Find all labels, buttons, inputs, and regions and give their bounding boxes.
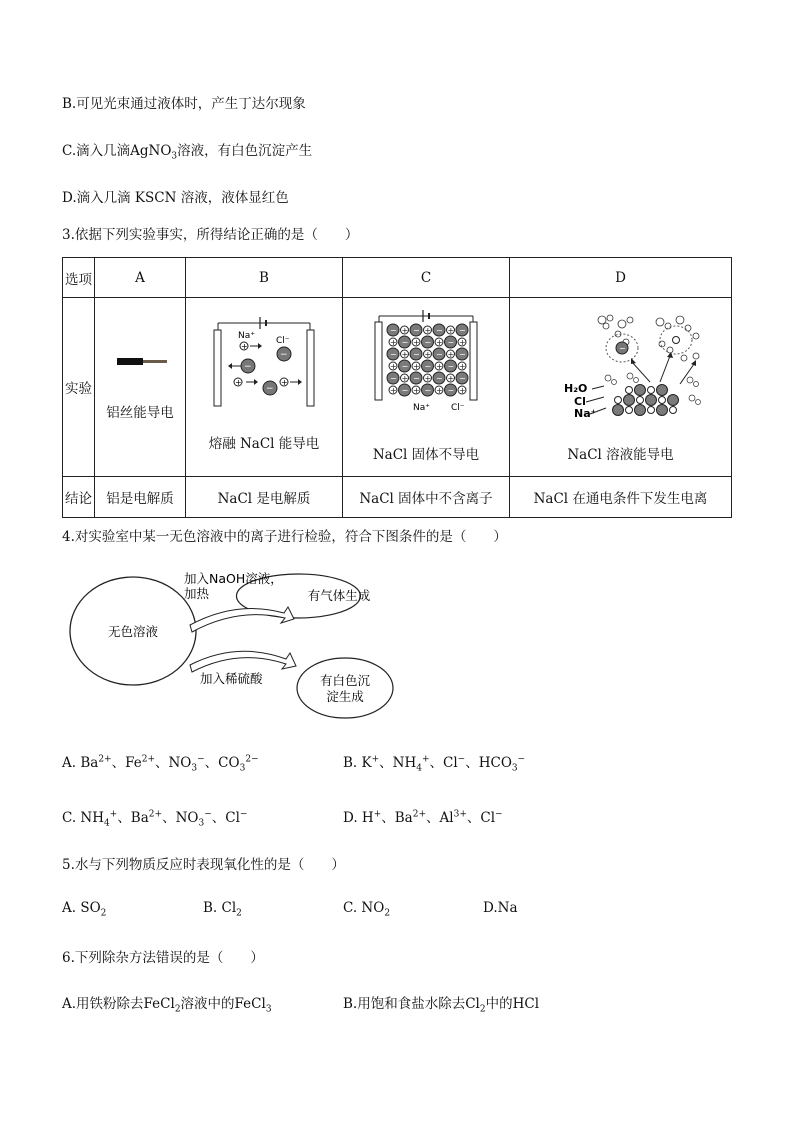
minus-sign-icon: −: [390, 350, 397, 359]
plus-sign-icon: +: [390, 386, 397, 395]
flow-top-result: 有气体生成: [307, 588, 371, 603]
minus-sign-icon: −: [424, 338, 432, 347]
q2-option-c: C.滴入几滴AgNO$_3$溶液，有白色沉淀产生: [62, 143, 313, 162]
q3-cell-a: [95, 298, 186, 477]
minus-sign-icon: −: [436, 350, 443, 359]
minus-sign-icon: −: [436, 326, 443, 335]
sodium-ion: [648, 407, 655, 414]
q3-conclusion-row: [63, 477, 732, 518]
minus-sign-icon: −: [459, 326, 466, 335]
minus-sign-icon: −: [436, 374, 443, 383]
minus-sign-icon: −: [413, 326, 420, 335]
q3-head-a: A: [95, 258, 186, 298]
svg-text:−: −: [244, 362, 252, 372]
plus-sign-icon: +: [424, 374, 432, 383]
plus-sign-icon: +: [459, 362, 466, 371]
q5-option-d: D.Na: [483, 900, 518, 916]
plus-sign-icon: +: [424, 326, 432, 335]
minus-sign-icon: −: [459, 350, 466, 359]
minus-sign-icon: −: [413, 374, 420, 383]
sodium-ion: [615, 397, 622, 404]
flow-bottom-arrow-label: 加入稀硫酸: [200, 671, 263, 686]
minus-sign-icon: −: [401, 338, 409, 347]
q6-stem: 6.下列除杂方法错误的是（ ）: [62, 950, 264, 966]
minus-sign-icon: −: [447, 338, 455, 347]
plus-sign-icon: +: [447, 350, 455, 359]
plus-sign-icon: +: [459, 338, 466, 347]
q5-option-c: C. $NO_2$: [343, 900, 391, 919]
plus-sign-icon: +: [447, 326, 455, 335]
sodium-ion: [670, 407, 677, 414]
q3-cell-d: [510, 298, 732, 477]
plus-sign-icon: +: [459, 386, 466, 395]
q5-option-b: B. $Cl_2$: [203, 900, 242, 919]
q3-head-c: C: [343, 258, 510, 298]
q3-header-row: [63, 258, 732, 298]
chloride-ion: [613, 405, 624, 416]
b-cl-label: Cl⁻: [276, 336, 290, 346]
svg-text:+: +: [241, 342, 248, 351]
plus-sign-icon: +: [401, 350, 409, 359]
q3-table: [62, 257, 732, 518]
c-na-label: Na⁺: [413, 403, 430, 413]
q6-option-b: B.用饱和食盐水除去$Cl_2$中的HCl: [343, 996, 540, 1015]
chloride-ion: [635, 385, 646, 396]
sodium-ion: [648, 387, 655, 394]
flow-bottom-result-1: 有白色沉: [319, 673, 371, 688]
b-na-label: Na⁺: [238, 331, 255, 341]
minus-sign-icon: −: [401, 386, 409, 395]
q3-conclusion-b: NaCl 是电解质: [186, 477, 343, 518]
q5-stem: 5.水与下列物质反应时表现氧化性的是（ ）: [62, 857, 345, 873]
q3-head-d: D: [510, 258, 732, 298]
d-cl-label: Cl: [574, 395, 586, 408]
minus-sign-icon: −: [390, 374, 397, 383]
minus-sign-icon: −: [401, 362, 409, 371]
chloride-ion: [657, 405, 668, 416]
flow-top-arrow-label-2: 加热: [184, 586, 210, 601]
q2-option-d: D.滴入几滴 KSCN 溶液，液体显红色: [62, 190, 289, 206]
sodium-ion: [626, 407, 633, 414]
minus-sign-icon: −: [413, 350, 420, 359]
flow-start-label: 无色溶液: [107, 624, 159, 639]
minus-sign-icon: −: [424, 386, 432, 395]
minus-sign-icon: −: [390, 326, 397, 335]
q3-conclusion-c: NaCl 固体中不含离子: [343, 477, 510, 518]
chloride-ion: [646, 395, 657, 406]
q4-option-c: C. $NH_4^+$、$Ba^{2+}$、$NO_3^-$、Cl−: [62, 809, 248, 829]
q3-caption-b: 熔融 NaCl 能导电: [208, 436, 320, 452]
minus-sign-icon: −: [447, 362, 455, 371]
q3-conclusion-label: 结论: [63, 477, 95, 518]
q4-option-a: A. $Ba^{2+}$、$Fe^{2+}$、$NO_3^-$、$CO_3^{2-}$: [62, 754, 259, 774]
plus-sign-icon: +: [436, 362, 443, 371]
chloride-ion: [668, 395, 679, 406]
q3-caption-d: NaCl 溶液能导电: [567, 447, 674, 463]
svg-text:+: +: [281, 378, 288, 387]
q6-option-a: A.用铁粉除去FeCl$_2$溶液中的FeCl$_3$: [62, 996, 272, 1015]
q3-experiment-label: 实验: [63, 298, 95, 477]
minus-sign-icon: −: [459, 374, 466, 383]
q3-head-b: B: [186, 258, 343, 298]
q3-head-option: 选项: [63, 258, 95, 298]
plus-sign-icon: +: [447, 374, 455, 383]
minus-sign-icon: −: [447, 386, 455, 395]
chloride-ion: [635, 405, 646, 416]
d-h2o-label: H₂O: [564, 382, 588, 395]
q4-option-d: D. H+、$Ba^{2+}$、$Al^{3+}$、Cl−: [343, 809, 503, 826]
q3-conclusion-a: 铝是电解质: [95, 477, 186, 518]
q3-cell-b: [186, 298, 343, 477]
svg-text:−: −: [266, 384, 274, 394]
flow-top-arrow-label-1: 加入NaOH溶液，: [184, 571, 283, 586]
q3-caption-c: NaCl 固体不导电: [372, 447, 480, 463]
plus-sign-icon: +: [424, 350, 432, 359]
c-cl-label: Cl⁻: [451, 403, 465, 413]
chloride-ion: [657, 385, 668, 396]
q4-flow-diagram: [62, 555, 422, 725]
plus-sign-icon: +: [413, 338, 420, 347]
sodium-ion: [626, 387, 633, 394]
svg-text:−: −: [280, 350, 288, 360]
flow-bottom-arrow: [190, 651, 296, 672]
plus-sign-icon: +: [413, 362, 420, 371]
d-na-label: Na⁺: [574, 407, 597, 420]
sodium-ion: [637, 397, 644, 404]
plus-sign-icon: +: [390, 338, 397, 347]
sodium-ion: [659, 397, 666, 404]
q4-stem: 4.对实验室中某一无色溶液中的离子进行检验，符合下图条件的是（ ）: [62, 529, 507, 545]
plus-sign-icon: +: [436, 338, 443, 347]
svg-text:−: −: [619, 344, 626, 353]
q3-conclusion-d: NaCl 在通电条件下发生电离: [510, 477, 732, 518]
q2-option-b: B.可见光束通过液体时，产生丁达尔现象: [62, 96, 306, 112]
plus-sign-icon: +: [413, 386, 420, 395]
flow-bottom-ellipse: [297, 658, 393, 718]
plus-sign-icon: +: [401, 374, 409, 383]
q4-option-b: B. K+、$NH_4^+$、Cl−、$HCO_3^-$: [343, 754, 526, 774]
flow-bottom-result-2: 淀生成: [326, 689, 364, 704]
q5-option-a: A. $SO_2$: [62, 900, 107, 919]
plus-sign-icon: +: [390, 362, 397, 371]
chloride-ion: [624, 395, 635, 406]
minus-sign-icon: −: [424, 362, 432, 371]
aluminum-wire-image: [95, 298, 186, 476]
q3-experiment-row: [63, 298, 732, 477]
plus-sign-icon: +: [401, 326, 409, 335]
q3-stem: 3.依据下列实验事实，所得结论正确的是（ ）: [62, 227, 359, 243]
svg-text:+: +: [235, 378, 242, 387]
q3-caption-a: 铝丝能导电: [106, 405, 174, 421]
plus-sign-icon: +: [436, 386, 443, 395]
q3-cell-c: [343, 298, 510, 477]
